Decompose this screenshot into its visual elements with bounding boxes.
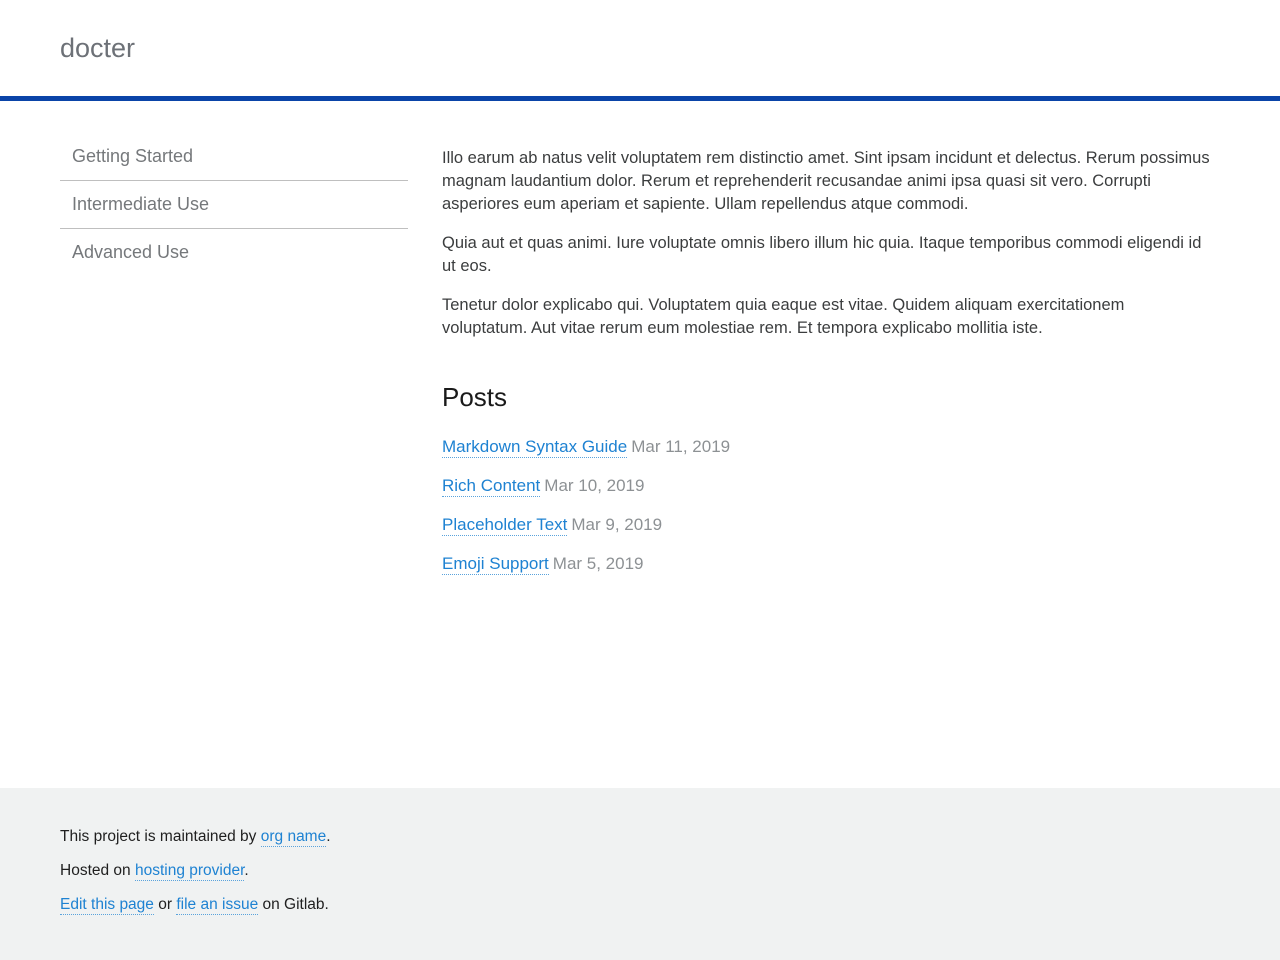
post-item bbox=[442, 437, 1212, 456]
maintained-by-period: . bbox=[326, 828, 331, 845]
maintained-by-text: This project is maintained by bbox=[60, 828, 261, 845]
intro-paragraph: Illo earum ab natus velit voluptatem rem distinctio amet. Sint ipsam incidunt et delectus. Rerum possimus magnam laudantium dolor. Rerum et reprehenderit recusandae animi ipsa quasi sit vero. Corrupti asperiores eum aperiam et sapiente. Ullam repellendus atque commodi. bbox=[442, 149, 1210, 213]
file-an-issue-link[interactable]: file an issue bbox=[176, 896, 259, 913]
post-link-placeholder-text[interactable]: Placeholder Text bbox=[442, 515, 568, 534]
post-date: Mar 5, 2019 bbox=[552, 554, 644, 573]
site-footer bbox=[0, 788, 1280, 960]
edit-or-text: or bbox=[153, 896, 177, 913]
post-date: Mar 10, 2019 bbox=[544, 476, 645, 495]
intro-paragraph: Quia aut et quas animi. Iure voluptate omnis libero illum hic quia. Itaque temporibus commodi eligendi id ut eos. bbox=[442, 234, 1202, 275]
post-item bbox=[442, 554, 1212, 573]
sidebar-item-getting-started[interactable]: Getting Started bbox=[60, 133, 408, 181]
post-link-rich-content[interactable]: Rich Content bbox=[442, 476, 541, 495]
site-title: docter bbox=[60, 32, 136, 63]
sidebar-item-advanced-use[interactable]: Advanced Use bbox=[72, 242, 190, 262]
hosted-on-text: Hosted on bbox=[60, 862, 135, 879]
hosting-provider-link[interactable]: hosting provider bbox=[134, 862, 245, 879]
page-body bbox=[0, 101, 1280, 788]
post-link-emoji-support[interactable]: Emoji Support bbox=[442, 554, 549, 573]
org-name-link[interactable]: org name bbox=[260, 828, 327, 845]
on-gitlab-text: on Gitlab. bbox=[258, 896, 329, 913]
hosted-on-line bbox=[60, 862, 1220, 880]
sidebar-item-intermediate-use[interactable]: Intermediate Use bbox=[60, 181, 408, 229]
post-date: Mar 11, 2019 bbox=[631, 437, 731, 456]
intro-paragraph: Tenetur dolor explicabo qui. Voluptatem quia eaque est vitae. Quidem aliquam exercitationem voluptatum. Aut vitae rerum eum molestiae rem. Et tempora explicabo mollitia iste. bbox=[442, 296, 1125, 337]
edit-issue-line bbox=[60, 896, 1220, 914]
site-header bbox=[0, 0, 1280, 101]
edit-this-page-link[interactable]: Edit this page bbox=[60, 896, 154, 913]
post-item bbox=[442, 476, 1212, 495]
hosted-on-period: . bbox=[244, 862, 249, 879]
post-list bbox=[442, 437, 1212, 573]
post-date: Mar 9, 2019 bbox=[571, 515, 663, 534]
posts-heading: Posts bbox=[442, 382, 508, 412]
main-content bbox=[442, 133, 1212, 788]
sidebar-nav bbox=[60, 133, 408, 788]
post-link-markdown-syntax-guide[interactable]: Markdown Syntax Guide bbox=[442, 437, 628, 456]
post-item bbox=[442, 515, 1212, 534]
maintained-by-line bbox=[60, 828, 1220, 846]
